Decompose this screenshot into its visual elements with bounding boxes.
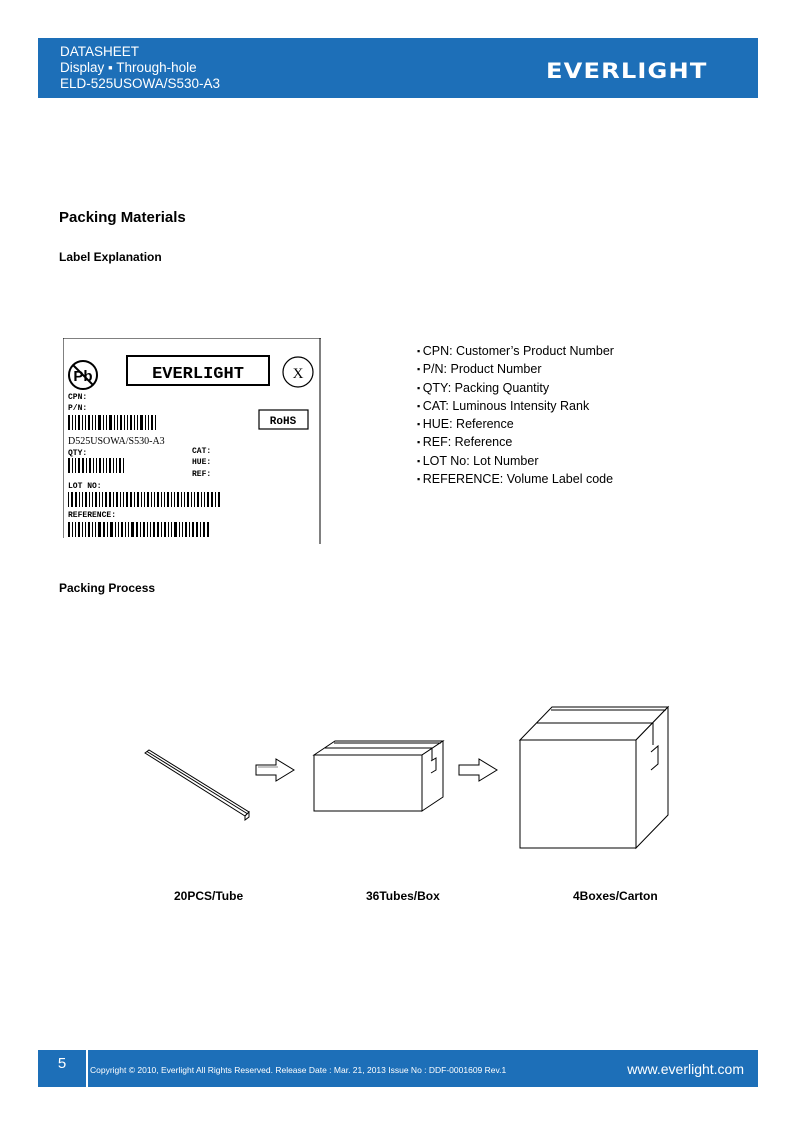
label-ref: REF:: [192, 470, 212, 479]
packing-process-heading: Packing Process: [59, 581, 156, 595]
label-hue: HUE:: [192, 458, 212, 467]
doc-type: DATASHEET: [60, 44, 140, 59]
website-link[interactable]: www.everlight.com: [627, 1061, 744, 1077]
part-number: ELD-525USOWA/S530-A3: [60, 76, 221, 91]
label-field-legend: [417, 343, 614, 489]
tube-drawing: [145, 750, 249, 820]
carton-caption: 4Boxes/Carton: [573, 889, 658, 903]
inner-box-drawing: [314, 741, 443, 811]
legend-item: ▪ CPN: Customer’s Product Number: [417, 343, 614, 361]
label-cpn: CPN:: [68, 393, 88, 402]
legend-item: ▪ REF: Reference: [417, 434, 614, 452]
pn-barcode: [68, 415, 156, 430]
arrow-right-icon: [459, 759, 497, 781]
box-caption: 36Tubes/Box: [366, 889, 440, 903]
everlight-logo: EVERLIGHT: [546, 59, 708, 83]
lot-barcode: [68, 492, 220, 507]
label-part-code: D525USOWA/S530-A3: [68, 436, 165, 447]
label-cat: CAT:: [192, 447, 212, 456]
label-reference: REFERENCE:: [68, 511, 117, 520]
doc-category: Display ▪ Through-hole: [60, 60, 197, 75]
legend-item: ▪ HUE: Reference: [417, 416, 614, 434]
label-pn: P/N:: [68, 404, 88, 413]
label-explanation-heading: Label Explanation: [59, 250, 162, 264]
arrow-right-icon: [256, 759, 294, 781]
legend-item: ▪ CAT: Luminous Intensity Rank: [417, 398, 614, 416]
legend-item: ▪ P/N: Product Number: [417, 361, 614, 379]
reference-barcode: [68, 522, 209, 537]
legend-item: ▪ LOT No: Lot Number: [417, 453, 614, 471]
copyright-text: Copyright © 2010, Everlight All Rights Reserved. Release Date : Mar. 21, 2013 Issue No : DDF-0001609 Rev.1: [90, 1065, 507, 1075]
pb-free-icon: [69, 361, 97, 389]
page-number: 5: [38, 1050, 86, 1087]
rohs-mark: RoHS: [269, 416, 297, 428]
tube-caption: 20PCS/Tube: [174, 889, 244, 903]
legend-item: ▪ QTY: Packing Quantity: [417, 380, 614, 398]
packing-process-diagram: [0, 690, 793, 865]
x-symbol: X: [292, 366, 304, 382]
section-title: Packing Materials: [59, 209, 186, 226]
carton-drawing: [520, 707, 668, 848]
label-lot-no: LOT NO:: [68, 482, 102, 491]
label-illustration: [63, 338, 321, 544]
label-qty: QTY:: [68, 449, 88, 458]
pb-text: Pb: [73, 368, 93, 385]
footer-bar: [88, 1050, 758, 1087]
legend-item: ▪ REFERENCE: Volume Label code: [417, 471, 614, 489]
qty-barcode: [68, 458, 124, 473]
label-brand: EVERLIGHT: [152, 365, 244, 384]
